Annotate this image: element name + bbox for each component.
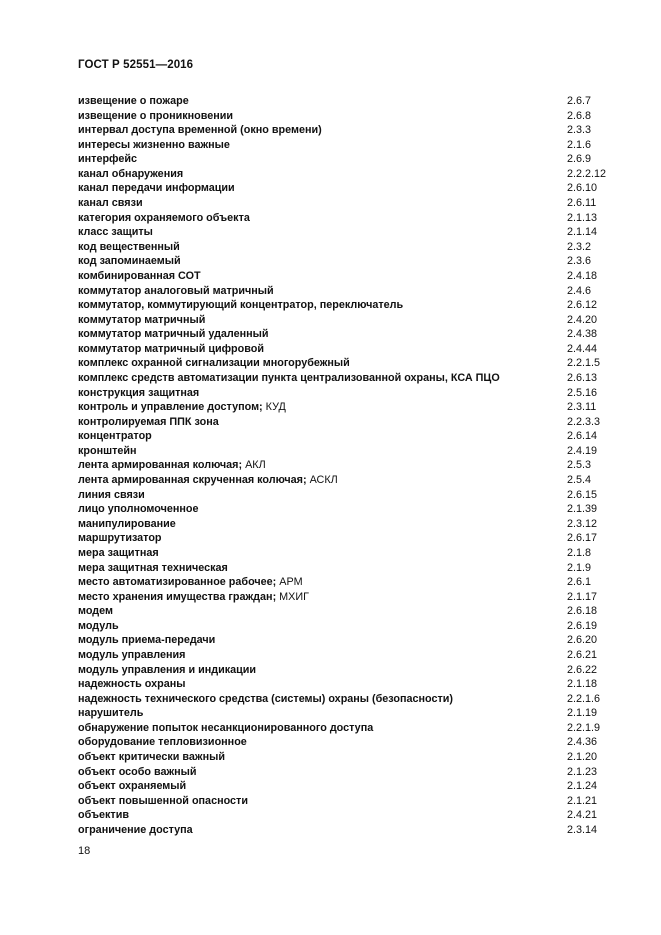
index-entry <box>78 415 618 430</box>
index-reference: 2.6.15 <box>567 488 598 501</box>
index-term-text: кронштейн <box>78 444 137 457</box>
index-entry <box>78 633 618 648</box>
index-term-text: код запоминаемый <box>78 255 181 268</box>
index-entry <box>78 517 618 532</box>
index-term-text: комбинированная СОТ <box>78 269 201 282</box>
index-term-text: надежность технического средства (системы) охраны (безопасности) <box>78 692 454 705</box>
index-entry <box>78 298 618 313</box>
index-term <box>78 123 322 138</box>
index-term-text: извещение о проникновении <box>78 109 234 122</box>
index-reference: 2.6.10 <box>567 182 598 195</box>
index-term-text: интерфейс <box>78 153 137 166</box>
index-entry <box>78 211 618 226</box>
index-entry <box>78 269 618 284</box>
index-term-text: интервал доступа временной (окно времени) <box>78 124 322 137</box>
index-reference: 2.3.6 <box>567 255 592 268</box>
index-reference: 2.1.20 <box>567 751 598 764</box>
index-term-text: контроль и управление доступом; <box>78 401 263 414</box>
index-entry <box>78 794 618 809</box>
index-term <box>78 313 205 328</box>
index-reference: 2.2.2.12 <box>567 167 607 180</box>
document-header: ГОСТ Р 52551—2016 <box>78 59 194 71</box>
index-term-text: объект критически важный <box>78 751 225 764</box>
index-term <box>78 604 113 619</box>
index-term-text: объект охраняемый <box>78 780 187 793</box>
index-term <box>78 765 197 780</box>
index-reference: 2.3.14 <box>567 823 598 836</box>
index-term-text: конструкция защитная <box>78 386 200 399</box>
index-term-abbreviation: МХИГ <box>279 590 309 603</box>
index-entry <box>78 123 618 138</box>
index-entry <box>78 502 618 517</box>
index-reference: 2.4.44 <box>567 342 598 355</box>
index-term <box>78 546 159 561</box>
index-term-text: лента армированная скрученная колючая; <box>78 474 307 487</box>
index-term-text: контролируемая ППК зона <box>78 415 219 428</box>
index-entry <box>78 765 618 780</box>
index-term <box>78 779 186 794</box>
index-term <box>78 94 189 109</box>
index-term-text: оборудование тепловизионное <box>78 736 247 749</box>
index-reference: 2.2.3.3 <box>567 415 601 428</box>
index-entry <box>78 750 618 765</box>
index-term <box>78 619 119 634</box>
index-entry <box>78 240 618 255</box>
index-term-text: лицо уполномоченное <box>78 503 199 516</box>
index-term <box>78 633 215 648</box>
index-entry <box>78 488 618 503</box>
index-entry <box>78 225 618 240</box>
index-term <box>78 444 137 459</box>
index-entry <box>78 692 618 707</box>
index-entry <box>78 619 618 634</box>
index-term <box>78 648 185 663</box>
index-entry <box>78 561 618 576</box>
index-entry <box>78 429 618 444</box>
index-term-text: код вещественный <box>78 240 180 253</box>
index-term-text: обнаружение попыток несанкционированного доступа <box>78 721 374 734</box>
index-reference: 2.1.23 <box>567 765 598 778</box>
index-reference: 2.6.22 <box>567 663 598 676</box>
index-term <box>78 721 373 736</box>
term-index-list <box>78 94 618 837</box>
index-term <box>78 735 247 750</box>
index-term-text: ограничение доступа <box>78 823 193 836</box>
index-term-text: лента армированная колючая; <box>78 459 243 472</box>
index-term <box>78 706 143 721</box>
index-term-text: класс защиты <box>78 226 153 239</box>
index-term-text: коммутатор аналоговый матричный <box>78 284 274 297</box>
index-reference: 2.6.21 <box>567 648 598 661</box>
index-reference: 2.6.14 <box>567 430 598 443</box>
index-term-text: модуль приема-передачи <box>78 634 216 647</box>
index-term-text: линия связи <box>78 488 145 501</box>
index-reference: 2.3.11 <box>567 401 597 414</box>
index-reference: 2.4.6 <box>567 284 592 297</box>
index-entry <box>78 823 618 838</box>
index-term <box>78 400 286 415</box>
index-entry <box>78 779 618 794</box>
index-entry <box>78 167 618 182</box>
index-term <box>78 356 350 371</box>
index-term <box>78 196 143 211</box>
index-reference: 2.4.20 <box>567 313 598 326</box>
index-entry <box>78 663 618 678</box>
index-term <box>78 677 185 692</box>
index-term <box>78 808 129 823</box>
index-reference: 2.1.21 <box>567 794 598 807</box>
index-term <box>78 517 176 532</box>
index-term <box>78 488 145 503</box>
index-entry <box>78 444 618 459</box>
index-reference: 2.1.39 <box>567 503 598 516</box>
index-entry <box>78 152 618 167</box>
index-term <box>78 109 233 124</box>
index-reference: 2.6.18 <box>567 605 598 618</box>
index-reference: 2.4.21 <box>567 809 598 822</box>
index-reference: 2.2.1.6 <box>567 692 601 705</box>
index-entry <box>78 808 618 823</box>
index-reference: 2.1.17 <box>567 590 598 603</box>
index-term-text: комплекс охранной сигнализации многорубежный <box>78 357 350 370</box>
index-term <box>78 590 309 605</box>
index-entry <box>78 342 618 357</box>
index-term-text: канал передачи информации <box>78 182 235 195</box>
index-term-text: концентратор <box>78 430 152 443</box>
index-reference: 2.2.1.5 <box>567 357 601 370</box>
index-term <box>78 823 193 838</box>
index-reference: 2.6.11 <box>567 197 597 210</box>
index-reference: 2.6.9 <box>567 153 592 166</box>
index-term-text: объект особо важный <box>78 765 197 778</box>
index-term-text: категория охраняемого объекта <box>78 211 250 224</box>
index-term <box>78 750 225 765</box>
index-entry <box>78 531 618 546</box>
index-term-text: модуль <box>78 619 119 632</box>
index-term <box>78 415 219 430</box>
index-entry <box>78 254 618 269</box>
index-term <box>78 561 228 576</box>
index-term-text: надежность охраны <box>78 678 186 691</box>
index-term-text: канал обнаружения <box>78 167 184 180</box>
index-term <box>78 298 403 313</box>
index-entry <box>78 313 618 328</box>
index-term <box>78 458 266 473</box>
index-term <box>78 794 248 809</box>
index-reference: 2.4.18 <box>567 269 598 282</box>
index-term <box>78 531 162 546</box>
index-term <box>78 254 181 269</box>
index-term-text: объект повышенной опасности <box>78 794 248 807</box>
index-term <box>78 429 152 444</box>
index-reference: 2.3.12 <box>567 517 598 530</box>
index-term <box>78 167 183 182</box>
index-term <box>78 663 256 678</box>
index-reference: 2.5.4 <box>567 474 592 487</box>
index-term-abbreviation: АСКЛ <box>309 474 338 487</box>
index-entry <box>78 181 618 196</box>
index-entry <box>78 109 618 124</box>
index-term-text: манипулирование <box>78 517 176 530</box>
index-term-text: коммутатор матричный <box>78 313 206 326</box>
index-term-text: нарушитель <box>78 707 144 720</box>
index-term <box>78 225 153 240</box>
index-entry <box>78 386 618 401</box>
index-reference: 2.6.17 <box>567 532 598 545</box>
index-entry <box>78 94 618 109</box>
index-reference: 2.2.1.9 <box>567 721 601 734</box>
index-term <box>78 692 453 707</box>
index-term-text: извещение о пожаре <box>78 95 189 107</box>
index-entry <box>78 735 618 750</box>
index-term <box>78 386 199 401</box>
index-term <box>78 575 303 590</box>
index-term-text: коммутатор, коммутирующий концентратор, переключатель <box>78 299 404 312</box>
index-term-text: модем <box>78 605 114 618</box>
index-reference: 2.6.7 <box>567 95 592 107</box>
index-reference: 2.6.19 <box>567 619 598 632</box>
index-entry <box>78 473 618 488</box>
index-reference: 2.1.8 <box>567 546 592 559</box>
index-term <box>78 284 274 299</box>
index-entry <box>78 400 618 415</box>
index-term-text: коммутатор матричный цифровой <box>78 342 264 355</box>
index-entry <box>78 327 618 342</box>
index-term-text: маршрутизатор <box>78 532 162 545</box>
index-term <box>78 342 264 357</box>
index-term <box>78 152 137 167</box>
index-entry <box>78 371 618 386</box>
index-term <box>78 327 269 342</box>
index-term-text: мера защитная техническая <box>78 561 228 574</box>
index-entry <box>78 546 618 561</box>
index-entry <box>78 590 618 605</box>
index-entry <box>78 648 618 663</box>
index-term-text: комплекс средств автоматизации пункта централизованной охраны, КСА ПЦО <box>78 371 500 384</box>
index-reference: 2.6.13 <box>567 371 598 384</box>
index-entry <box>78 604 618 619</box>
index-entry <box>78 721 618 736</box>
index-reference: 2.1.14 <box>567 226 598 239</box>
index-term <box>78 269 201 284</box>
index-entry <box>78 706 618 721</box>
index-reference: 2.1.18 <box>567 678 598 691</box>
index-term <box>78 371 500 386</box>
index-reference: 2.4.38 <box>567 328 598 341</box>
index-term-text: место хранения имущества граждан; <box>78 590 277 603</box>
index-term-text: место автоматизированное рабочее; <box>78 576 277 589</box>
index-reference: 2.4.19 <box>567 444 598 457</box>
index-entry <box>78 677 618 692</box>
index-reference: 2.1.6 <box>567 138 592 151</box>
index-entry <box>78 196 618 211</box>
index-term-text: коммутатор матричный удаленный <box>78 328 269 341</box>
index-entry <box>78 458 618 473</box>
index-term <box>78 502 199 517</box>
index-term <box>78 138 230 153</box>
index-reference: 2.1.13 <box>567 211 598 224</box>
index-term-text: модуль управления и индикации <box>78 663 257 676</box>
index-entry <box>78 284 618 299</box>
index-reference: 2.3.2 <box>567 240 592 253</box>
index-term-text: модуль управления <box>78 648 186 661</box>
index-reference: 2.5.16 <box>567 386 598 399</box>
index-reference: 2.6.20 <box>567 634 598 647</box>
index-entry <box>78 138 618 153</box>
index-term-text: мера защитная <box>78 546 159 559</box>
index-term <box>78 473 338 488</box>
index-term-text: объектив <box>78 809 129 822</box>
index-term <box>78 240 180 255</box>
index-reference: 2.1.9 <box>567 561 592 574</box>
index-term-text: интересы жизненно важные <box>78 138 230 151</box>
index-reference: 2.6.1 <box>567 576 592 589</box>
index-term-abbreviation: АРМ <box>279 576 303 589</box>
index-reference: 2.5.3 <box>567 459 592 472</box>
index-term <box>78 181 235 196</box>
index-reference: 2.1.24 <box>567 780 598 793</box>
index-reference: 2.6.12 <box>567 299 598 312</box>
index-reference: 2.6.8 <box>567 109 592 122</box>
index-reference: 2.3.3 <box>567 124 592 137</box>
index-term <box>78 211 250 226</box>
index-term-text: канал связи <box>78 197 143 210</box>
index-reference: 2.4.36 <box>567 736 598 749</box>
index-term-abbreviation: АКЛ <box>245 459 266 472</box>
index-reference: 2.1.19 <box>567 707 598 720</box>
index-entry <box>78 356 618 371</box>
index-term-abbreviation: КУД <box>265 401 286 414</box>
index-entry <box>78 575 618 590</box>
page-number: 18 <box>78 845 91 857</box>
